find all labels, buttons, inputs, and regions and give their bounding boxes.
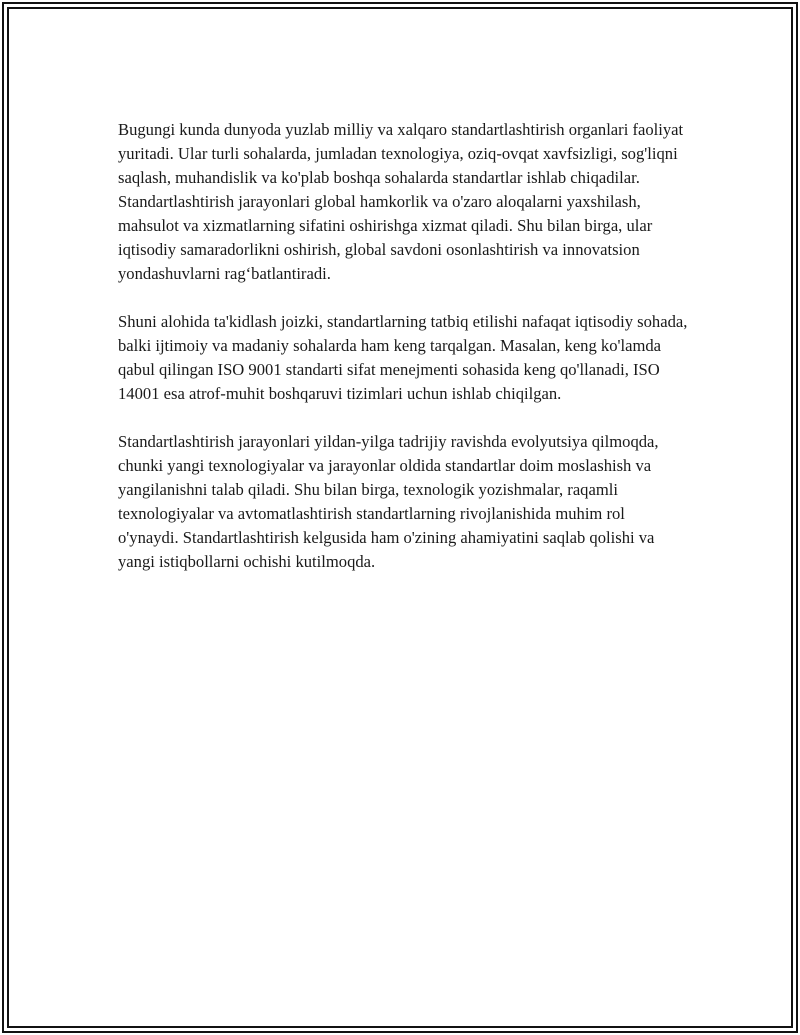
paragraph-3: Standartlashtirish jarayonlari yildan-yilga tadrijiy ravishda evolyutsiya qilmoqda, chunki yangi texnologiyalar va jarayonlar oldida standartlar doim moslashish va yangilanishni talab qiladi. Shu bilan birga, texnologik yozishmalar, raqamli texnologiyalar va avtomatlashtirish standartlarning rivojlanishida muhim rol o'ynaydi. Standartlashtirish kelgusida ham o'zining ahamiyatini saqlab qolishi va yangi istiqbollarni ochishi kutilmoqda.: [118, 432, 659, 571]
document-body: [118, 118, 688, 598]
paragraph-2: Shuni alohida ta'kidlash joizki, standartlarning tatbiq etilishi nafaqat iqtisodiy sohada, balki ijtimoiy va madaniy sohalarda ham keng tarqalgan. Masalan, keng ko'lamda qabul qilingan ISO 9001 standarti sifat menejmenti sohasida keng qo'llanadi, ISO 14001 esa atrof-muhit boshqaruvi tizimlari uchun ishlab chiqilgan.: [118, 312, 688, 403]
paragraph-1: Bugungi kunda dunyoda yuzlab milliy va xalqaro standartlashtirish organlari faoliyat yuritadi. Ular turli sohalarda, jumladan texnologiya, oziq-ovqat xavfsizligi, sog'liqni saqlash, muhandislik va ko'plab boshqa sohalarda standartlar ishlab chiqadilar. Standartlashtirish jarayonlari global hamkorlik va o'zaro aloqalarni yaxshilash, mahsulot va xizmatlarning sifatini oshirishga xizmat qiladi. Shu bilan birga, ular iqtisodiy samaradorlikni oshirish, global savdoni osonlashtirish va innovatsion yondashuvlarni rag‘batlantiradi.: [118, 120, 684, 283]
